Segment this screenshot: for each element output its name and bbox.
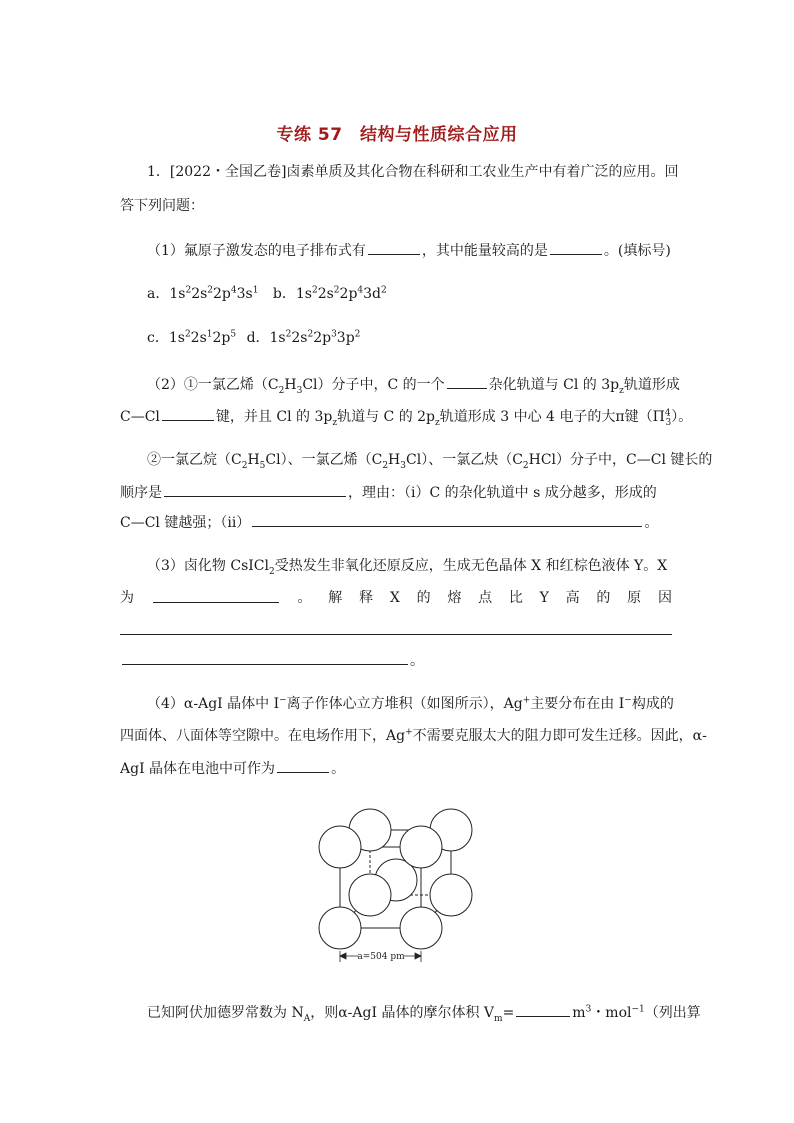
text: 键，并且 Cl 的 3p	[215, 409, 333, 425]
sup: 3	[331, 329, 337, 340]
lattice-constant-label: a=504 pm	[357, 952, 405, 962]
text: 主要分布在由 I	[530, 696, 625, 712]
page-title: 专练 57 结构与性质综合应用	[276, 125, 518, 145]
word: 的	[416, 590, 431, 606]
sub: z	[619, 385, 624, 396]
option-d: d．1s	[246, 330, 286, 346]
text: 2p	[212, 330, 231, 346]
text: 四面体、八面体等空隙中。在电场作用下，Ag	[120, 728, 406, 744]
text: 轨道形成	[623, 377, 680, 393]
text: 2p	[213, 286, 231, 302]
text: （1）氟原子激发态的电子排布式有	[147, 243, 366, 259]
text: AgI 晶体在电池中可作为	[120, 761, 276, 777]
text: H	[388, 452, 401, 468]
dimension-arrow-left	[340, 953, 346, 959]
word: Y	[539, 590, 549, 606]
sub: 3	[665, 417, 672, 428]
atom-front-top-left	[319, 826, 361, 868]
text: 3s	[236, 286, 253, 302]
text: 2p	[339, 286, 358, 302]
text: 。	[644, 515, 659, 531]
word: 高	[565, 590, 580, 606]
sup: 4	[664, 408, 671, 419]
sup: +	[405, 727, 413, 738]
text: ，理由：（ⅰ）C 的杂化轨道中 s 成分越多，形成的	[348, 485, 657, 501]
answer-blank[interactable]	[153, 588, 279, 603]
text: 3d	[363, 286, 382, 302]
text: 3p	[336, 330, 355, 346]
answer-blank[interactable]	[550, 240, 602, 255]
text: （列出算	[644, 1005, 701, 1021]
text: Cl）分子中，C 的一个	[302, 377, 445, 393]
answer-blank[interactable]	[516, 1002, 570, 1017]
text: 键（Π	[624, 409, 665, 425]
text: 离子作体心立方堆积（如图所示），Ag	[286, 696, 523, 712]
text: ）。	[671, 409, 693, 425]
sub: z	[435, 417, 440, 428]
q1-part1	[147, 240, 671, 261]
text: 。	[410, 653, 424, 669]
q1-part4-line2	[120, 726, 707, 746]
atom-back-bottom-right	[430, 874, 472, 916]
option-row-cd	[147, 328, 360, 348]
sub: 2	[268, 566, 275, 577]
text: 2s	[190, 330, 207, 346]
text: 。(填标号)	[603, 243, 671, 259]
sup: 2	[311, 285, 318, 296]
q1-part2b-line1	[147, 450, 712, 470]
sub: A	[303, 1013, 311, 1024]
word: X	[389, 590, 400, 606]
text: =	[502, 1005, 515, 1021]
text: 不需要克服太大的阻力即可发生迁移。因此，α-	[412, 728, 707, 744]
q1-part2b-line3	[120, 512, 658, 533]
q1-part4-line3	[120, 758, 345, 779]
q1-part4-line1	[147, 694, 674, 714]
word: 比	[508, 590, 523, 606]
option-row-ab	[147, 284, 387, 304]
sup: 3	[585, 1004, 592, 1015]
text: H	[247, 452, 260, 468]
sup: 2	[354, 329, 361, 340]
text: H	[284, 377, 297, 393]
text: 2s	[291, 330, 308, 346]
q1-part3-line2	[120, 588, 672, 608]
q1-part2-line2	[120, 406, 692, 427]
option-a: a．1s	[147, 286, 186, 302]
sub: z	[332, 417, 338, 428]
atom-front-top-right	[400, 826, 442, 868]
text: Cl）、一氯乙炔（C	[406, 452, 523, 468]
sup: 2	[381, 285, 387, 296]
sup: 2	[185, 285, 192, 296]
text: Cl）、一氯乙烯（C	[265, 452, 383, 468]
text: m	[572, 1005, 586, 1021]
sub: 2	[382, 460, 389, 471]
text: 。	[331, 761, 346, 777]
text: （3）卤化物 CsICl	[147, 558, 269, 574]
option-c: c．1s	[147, 330, 185, 346]
q1-part3-line1	[147, 556, 667, 576]
sub: m	[494, 1013, 503, 1024]
text: （2）①一氯乙烯（C	[147, 377, 279, 393]
word: 释	[359, 590, 374, 606]
text: 2s	[191, 286, 208, 302]
text: C—Cl	[120, 409, 160, 425]
text: 2s	[317, 286, 334, 302]
sup: −1	[631, 1004, 645, 1015]
text: 已知阿伏加德罗常数为 N	[147, 1005, 304, 1021]
answer-blank[interactable]	[368, 240, 420, 255]
sup: 2	[184, 329, 191, 340]
text: HCl）分子中，C—Cl 键长的	[528, 452, 713, 468]
text: 轨道与 C 的 2p	[337, 409, 436, 425]
text: ，则α-AgI 晶体的摩尔体积 V	[310, 1005, 495, 1021]
text: C—Cl 键越强；（ⅱ）	[120, 515, 251, 531]
sup: 2	[285, 329, 292, 340]
text: π	[615, 409, 625, 425]
word: 原	[627, 590, 642, 606]
word: 。	[297, 590, 312, 606]
sup: 1	[252, 285, 259, 296]
sup: 2	[307, 329, 314, 340]
sup: 4	[230, 285, 237, 296]
q1-part2-line1	[147, 374, 680, 395]
sup: 1	[206, 329, 213, 340]
word: 的	[596, 590, 611, 606]
word: 为	[120, 590, 134, 606]
text: ・mol	[591, 1005, 632, 1021]
sub: 2	[522, 460, 529, 471]
sup: +	[522, 695, 531, 706]
sub: 5	[259, 460, 266, 471]
sup: 4	[357, 285, 364, 296]
option-b: b．1s	[272, 286, 312, 302]
word: 因	[657, 590, 672, 606]
q1-intro-line1: 1．[2022・全国乙卷]卤素单质及其化合物在科研和工农业生产中有着广泛的应用。回	[147, 164, 679, 180]
text: 轨道形成 3 中心 4 电子的大	[439, 409, 616, 425]
sub: 3	[296, 385, 303, 396]
answer-blank[interactable]	[164, 482, 346, 497]
sup: 2	[333, 285, 340, 296]
atom-front-bottom-left	[319, 907, 361, 949]
atom-front-bottom-right	[400, 907, 442, 949]
sup: 5	[230, 329, 237, 340]
word: 点	[478, 590, 493, 606]
sub: 3	[400, 460, 406, 471]
word: 熔	[447, 590, 462, 606]
answer-blank[interactable]	[447, 374, 487, 389]
sub: 2	[241, 460, 248, 471]
text: 2p	[313, 330, 332, 346]
answer-line[interactable]	[120, 634, 672, 635]
text: 构成的	[631, 696, 674, 712]
dimension-arrow-right	[415, 953, 421, 959]
q1-part2b-line2	[120, 482, 657, 503]
word: 解	[328, 590, 343, 606]
sup: 2	[207, 285, 214, 296]
answer-blank[interactable]	[122, 650, 408, 665]
text: 顺序是	[120, 485, 162, 501]
bcc-unit-cell-diagram	[318, 800, 478, 970]
sup: −	[624, 695, 632, 706]
text: 杂化轨道与 Cl 的 3p	[488, 377, 620, 393]
q1-part4-last-line	[147, 1002, 701, 1023]
bcc-unit-cell-figure	[318, 800, 478, 970]
sup: −	[279, 695, 287, 706]
text: ②一氯乙烷（C	[147, 452, 242, 468]
text: （4）α-AgI 晶体中 I	[147, 696, 280, 712]
answer-blank[interactable]	[277, 758, 329, 773]
q1-intro-line2: 答下列问题：	[120, 198, 204, 214]
q1-part3-line4	[120, 650, 424, 671]
answer-blank[interactable]	[162, 406, 214, 421]
answer-blank[interactable]	[252, 512, 642, 527]
text: 受热发生非氧化还原反应，生成无色晶体 X 和红棕色液体 Y。X	[274, 558, 668, 574]
atom-back-bottom-left	[349, 874, 391, 916]
text: ，其中能量较高的是	[421, 243, 548, 259]
sub: 2	[278, 385, 285, 396]
